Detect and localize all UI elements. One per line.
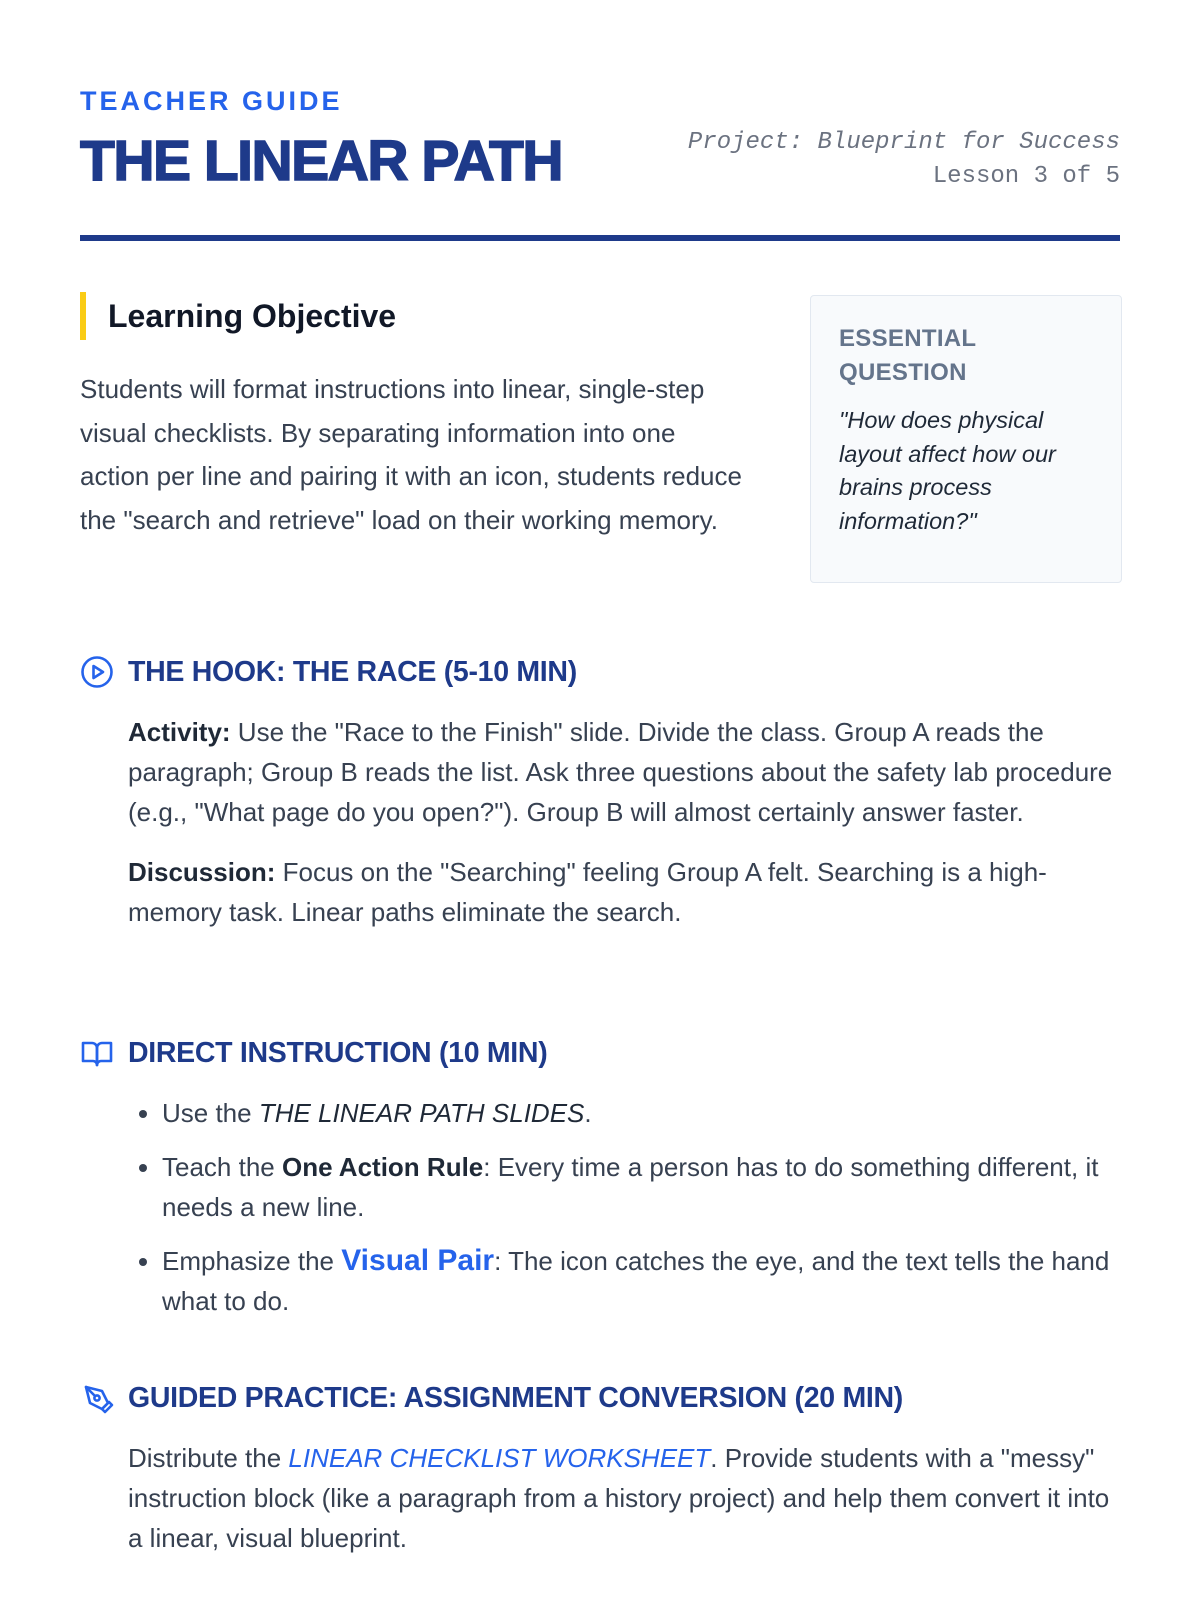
instruction-body: [80, 1093, 1120, 1321]
hook-discussion: [128, 852, 1120, 932]
header-divider: [80, 235, 1120, 241]
hook-activity: [128, 712, 1120, 832]
activity-text: Use the "Race to the Finish" slide. Divide the class. Group A reads the paragraph; Group B reads the list. Ask three questions about the safety lab procedure (e.g., "What page do you open?"). Group B will almost certainly answer faster.: [128, 717, 1113, 827]
essential-question-box: [810, 295, 1122, 583]
lesson-meta: [688, 126, 1120, 194]
list-item-text: Emphasize the: [162, 1246, 342, 1276]
instruction-heading: [80, 1031, 1120, 1075]
learning-objective: [80, 292, 750, 542]
play-circle-icon: [80, 655, 114, 689]
essential-question-text: "How does physical layout affect how our brains process information?": [839, 407, 1056, 534]
hook-section: [80, 650, 1120, 932]
practice-section: [80, 1376, 1120, 1558]
list-item: [162, 1147, 1120, 1227]
project-name: Project: Blueprint for Success: [687, 129, 1120, 156]
discussion-text: Focus on the "Searching" feeling Group A felt. Searching is a high-memory task. Linear paths eliminate the search.: [128, 857, 1047, 927]
page-title: THE LINEAR PATH: [80, 129, 563, 193]
header: [80, 0, 1120, 242]
list-item-text: .: [584, 1098, 592, 1128]
practice-text-pre: Distribute the: [128, 1443, 289, 1473]
essential-question-label: ESSENTIAL QUESTION: [839, 325, 976, 386]
pen-tool-icon: [80, 1381, 114, 1415]
lesson-number: Lesson 3 of 5: [932, 163, 1120, 190]
list-item-text: Teach the: [162, 1152, 282, 1182]
instruction-section: [80, 1031, 1120, 1335]
practice-text: [128, 1438, 1120, 1558]
list-item-text: : The icon catches the eye, and the text tells the hand what to do.: [162, 1246, 1110, 1316]
open-book-icon: [80, 1036, 114, 1070]
practice-title: GUIDED PRACTICE: ASSIGNMENT CONVERSION (20 MIN): [128, 1381, 903, 1414]
hook-title: THE HOOK: THE RACE (5-10 MIN): [128, 655, 577, 688]
list-item-text: : Every time a person has to do something different, it needs a new line.: [162, 1152, 1099, 1222]
practice-body: [80, 1438, 1120, 1558]
instruction-list: [128, 1093, 1120, 1321]
visual-pair-term: Visual Pair: [341, 1244, 495, 1277]
hook-heading: [80, 650, 1120, 694]
objective-heading: Learning Objective: [80, 292, 750, 340]
list-item-text: Use the: [162, 1098, 259, 1128]
slides-reference: THE LINEAR PATH SLIDES: [258, 1098, 585, 1128]
instruction-title: DIRECT INSTRUCTION (10 MIN): [128, 1036, 548, 1069]
list-item: [162, 1093, 1120, 1133]
discussion-label: Discussion:: [128, 857, 276, 887]
eyebrow-label: TEACHER GUIDE: [80, 86, 343, 116]
list-item: [162, 1241, 1120, 1321]
activity-label: Activity:: [128, 717, 231, 747]
hook-body: [80, 712, 1120, 932]
objective-text: Students will format instructions into linear, single-step visual checklists. By separating information into one action per line and pairing it with an icon, students reduce the "search and retrieve" load on their working memory.: [80, 374, 742, 535]
worksheet-link[interactable]: LINEAR CHECKLIST WORKSHEET: [288, 1443, 711, 1473]
practice-heading: [80, 1376, 1120, 1420]
practice-text-post: . Provide students with a "messy" instruction block (like a paragraph from a history project) and help them convert it into a linear, visual blueprint.: [128, 1443, 1110, 1553]
one-action-rule: One Action Rule: [281, 1152, 484, 1182]
